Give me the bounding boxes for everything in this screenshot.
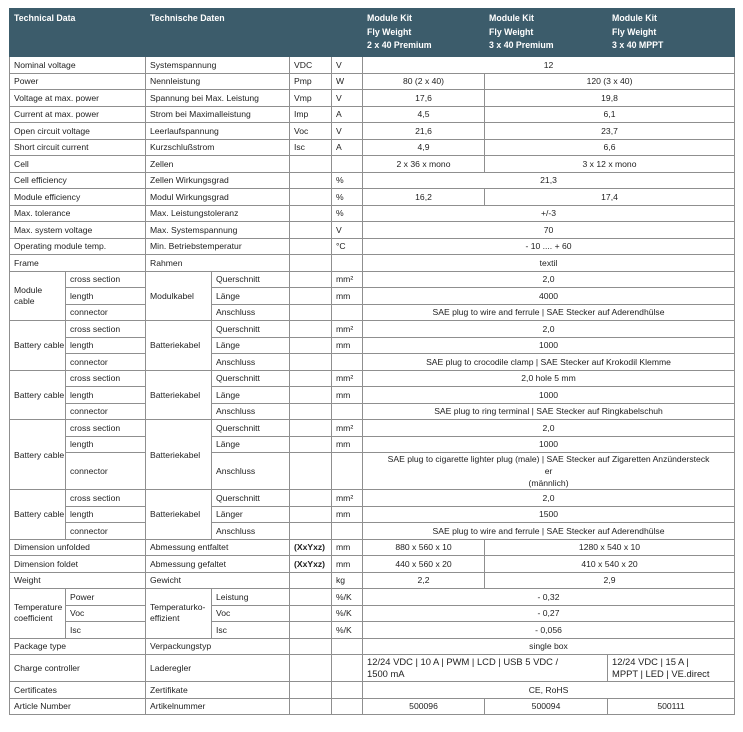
row-battery2-cross: Battery cable cross section Batteriekabel Querschnitt mm² 2,0 hole 5 mm xyxy=(10,370,735,387)
row-article-number: Article Number Artikelnummer 500096 500094 500111 xyxy=(10,698,735,715)
row-module-cable-cross: Module cable cross section Modulkabel Querschnitt mm² 2,0 xyxy=(10,271,735,288)
row-tolerance: Max. tolerance Max. Leistungstoleranz % +/-3 xyxy=(10,205,735,222)
row-max-system-voltage: Max. system voltage Max. Systemspannung V 70 xyxy=(10,222,735,239)
row-imp: Current at max. power Strom bei Maximalleistung Imp A 4,5 6,1 xyxy=(10,106,735,123)
row-package-type: Package type Verpackungstyp single box xyxy=(10,638,735,655)
row-certificates: Certificates Zertifikate CE, RoHS xyxy=(10,682,735,699)
row-operating-temp: Operating module temp. Min. Betriebstemperatur °C - 10 .... + 60 xyxy=(10,238,735,255)
row-dimension-unfolded: Dimension unfolded Abmessung entfaltet (XxYxz) mm 880 x 560 x 10 1280 x 540 x 10 xyxy=(10,539,735,556)
row-tempcoef-power: Temperature coefficient Power Temperaturko- effizient Leistung %/K - 0,32 xyxy=(10,589,735,606)
header-product-1: Module Kit Fly Weight 2 x 40 Premium xyxy=(363,9,485,57)
row-battery3-length: length Länge mm 1000 xyxy=(10,436,735,453)
row-battery1-length: length Länge mm 1000 xyxy=(10,337,735,354)
row-battery1-connector: connector Anschluss SAE plug to crocodile clamp | SAE Stecker auf Krokodil Klemme xyxy=(10,354,735,371)
row-voc: Open circuit voltage Leerlaufspannung Voc V 21,6 23,7 xyxy=(10,123,735,140)
row-cell-efficiency: Cell efficiency Zellen Wirkungsgrad % 21,3 xyxy=(10,172,735,189)
row-module-cable-length: length Länge mm 4000 xyxy=(10,288,735,305)
header-technical-data: Technical Data xyxy=(10,9,146,57)
row-frame: Frame Rahmen textil xyxy=(10,255,735,272)
row-nominal-voltage: Nominal voltage Systemspannung VDC V 12 xyxy=(10,57,735,74)
row-battery4-cross: Battery cable cross section Batteriekabel Querschnitt mm² 2,0 xyxy=(10,490,735,507)
row-weight: Weight Gewicht kg 2,2 2,9 xyxy=(10,572,735,589)
header-product-3: Module Kit Fly Weight 3 x 40 MPPT xyxy=(608,9,735,57)
row-tempcoef-isc: Isc Isc %/K - 0,056 xyxy=(10,622,735,639)
row-module-efficiency: Module efficiency Modul Wirkungsgrad % 16,2 17,4 xyxy=(10,189,735,206)
header-product-2: Module Kit Fly Weight 3 x 40 Premium xyxy=(485,9,608,57)
row-battery3-connector: connector Anschluss SAE plug to cigarette lighter plug (male) | SAE Stecker auf Zigaretten Anzündersteck er (männlich) xyxy=(10,453,735,490)
row-isc: Short circuit current Kurzschlußstrom Isc A 4,9 6,6 xyxy=(10,139,735,156)
row-vmp: Voltage at max. power Spannung bei Max. Leistung Vmp V 17,6 19,8 xyxy=(10,90,735,107)
row-cell: Cell Zellen 2 x 36 x mono 3 x 12 x mono xyxy=(10,156,735,173)
row-battery2-length: length Länge mm 1000 xyxy=(10,387,735,404)
header-technische-daten: Technische Daten xyxy=(146,9,363,57)
row-tempcoef-voc: Voc Voc %/K - 0,27 xyxy=(10,605,735,622)
row-power: Power Nennleistung Pmp W 80 (2 x 40) 120 (3 x 40) xyxy=(10,73,735,90)
row-battery4-connector: connector Anschluss SAE plug to wire and ferrule | SAE Stecker auf Aderendhülse xyxy=(10,523,735,540)
row-battery2-connector: connector Anschluss SAE plug to ring terminal | SAE Stecker auf Ringkabelschuh xyxy=(10,403,735,420)
row-battery3-cross: Battery cable cross section Batteriekabel Querschnitt mm² 2,0 xyxy=(10,420,735,437)
module-cable-label: Module cable xyxy=(10,271,66,321)
row-dimension-folded: Dimension foldet Abmessung gefaltet (XxYxz) mm 440 x 560 x 20 410 x 540 x 20 xyxy=(10,556,735,573)
row-module-cable-connector: connector Anschluss SAE plug to wire and ferrule | SAE Stecker auf Aderendhülse xyxy=(10,304,735,321)
row-battery1-cross: Battery cable cross section Batteriekabel Querschnitt mm² 2,0 xyxy=(10,321,735,338)
row-battery4-length: length Länger mm 1500 xyxy=(10,506,735,523)
technical-data-sheet xyxy=(9,8,734,715)
spec-table xyxy=(9,8,735,715)
row-charge-controller: Charge controller Laderegler 12/24 VDC | 10 A | PWM | LCD | USB 5 VDC / 1500 mA 12/24 VDC | 15 A | MPPT | LED | VE.direct xyxy=(10,655,735,682)
header-row xyxy=(10,9,735,57)
